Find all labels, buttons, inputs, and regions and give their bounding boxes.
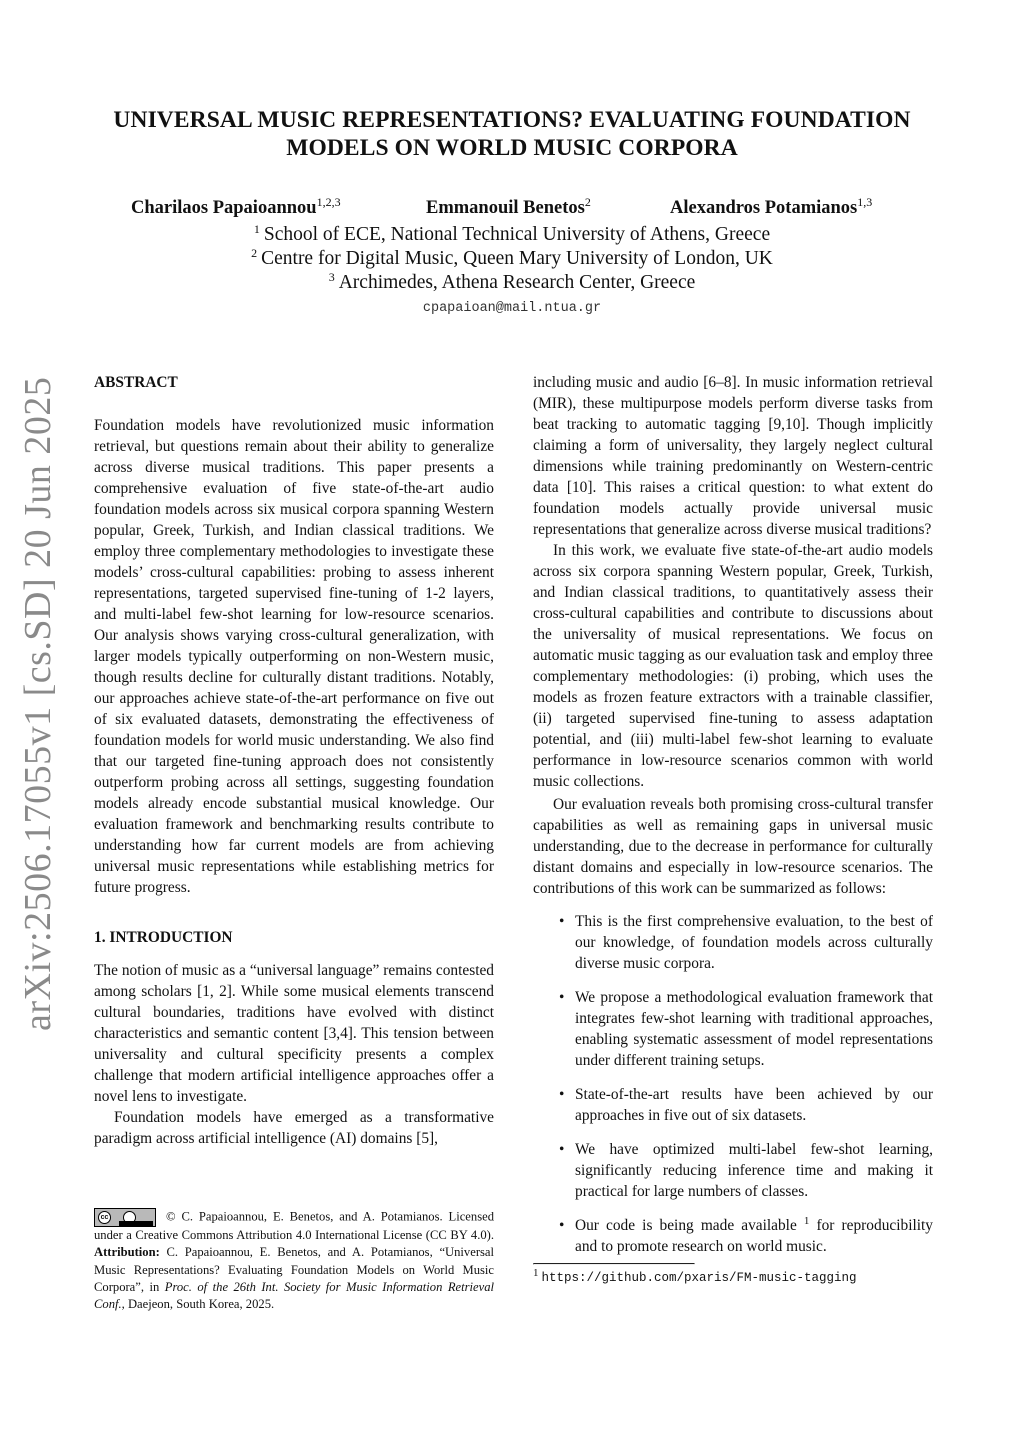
intro-paragraph: In this work, we evaluate five state-of-the-art audio models across six corpora spanning Western popular, Greek, Turkish, and Indian classical traditions, to quantitatively assess their cross-cultural capabilities and contribute to discussions about the universality of musical representations. We focus on automatic music tagging as our evaluation task and employ three complementary methodologies: (i) probing, which uses the models as frozen feature extractors with a trainable classifier, (ii) targeted supervised fine-tuning to assess adaptation potential, and (iii) multi-label few-shot learning to evaluate performance in low-resource scenarios common with world music collections.: [533, 542, 933, 790]
right-column: [533, 372, 933, 1286]
bullet-icon: •: [559, 1217, 565, 1234]
author-list: [0, 194, 1024, 224]
author-name: Emmanouil Benetos$^2$: [426, 194, 591, 218]
intro-paragraph: including music and audio [6–8]. In music information retrieval (MIR), these multipurpose models perform diverse tasks from beat tracking to automatic tagging [9,10]. Though implicitly claiming a form of universality, they largely neglect cultural dimensions while training predominantly on Western-centric data [10]. This raises a critical question: to what extent do foundation models actually provide universal music representations that generalize across diverse musical traditions?: [533, 374, 933, 538]
affiliation: $^3$ Archimedes, Athena Research Center, Greece: [328, 269, 696, 293]
bullet-icon: •: [559, 1141, 565, 1158]
license-notice: cc © C. Papaioannou, E. Benetos, and A. Potamianos. Licensed under a Creative Commons Attribution 4.0 International License (CC BY 4.0). Attribution: C. Papaioannou, E. Benetos, and A. Potamianos, “Universal Music Representations? Evaluating Foundation Models on World Music Corpora”, in Proc. of the 26th Int. Society for Music Information Retrieval Conf., Daejeon, South Korea, 2025.: [94, 1209, 494, 1312]
cc-by-license-icon[interactable]: cc: [94, 1208, 156, 1227]
footnote: $^1$ https://github.com/pxaris/FM-music-tagging: [533, 1267, 857, 1285]
list-item: • This is the first comprehensive evaluation, to the best of our knowledge, of foundation models across culturally diverse music corpora.: [559, 913, 933, 972]
list-item: • State-of-the-art results have been achieved by our approaches in five out of six datasets.: [559, 1086, 933, 1124]
list-item: • We propose a methodological evaluation framework that integrates few-shot learning with traditional approaches, enabling systematic assessment of model representations under different training setups.: [559, 989, 933, 1069]
author-name: Charilaos Papaioannou$^{1,2,3}$: [131, 194, 341, 218]
left-column: [94, 372, 494, 1149]
bullet-icon: •: [559, 989, 565, 1006]
affiliation: $^1$ School of ECE, National Technical University of Athens, Greece: [253, 221, 771, 245]
bullet-icon: •: [559, 913, 565, 930]
list-item: • Our code is being made available $^1$ for reproducibility and to promote research on world music.: [559, 1214, 933, 1255]
abstract-heading: ABSTRACT: [94, 374, 178, 391]
introduction-heading: 1. INTRODUCTION: [94, 929, 233, 946]
paper-title: UNIVERSAL MUSIC REPRESENTATIONS? EVALUATING FOUNDATION MODELS ON WORLD MUSIC CORPORA: [113, 107, 911, 161]
arxiv-identifier: arXiv:2506.17055v1 [cs.SD] 20 Jun 2025: [17, 376, 59, 1031]
footnote-divider: [533, 1263, 695, 1265]
intro-paragraph: Our evaluation reveals both promising cross-cultural transfer capabilities as well as remaining gaps in universal music understanding, due to the decrease in performance for culturally distant domains and especially in low-resource scenarios. The contributions of this work can be summarized as follows:: [533, 796, 933, 897]
bullet-icon: •: [559, 1086, 565, 1103]
contributions-list: [533, 911, 933, 1257]
affiliation: $^2$ Centre for Digital Music, Queen Mary University of London, UK: [251, 245, 773, 269]
intro-paragraph: The notion of music as a “universal language” remains contested among scholars [1, 2]. While some musical elements transcend cultural boundaries, traditions have evolved with distinct characteristics and semantic content [3,4]. This tension between universality and cultural specificity presents a complex challenge that modern artificial intelligence approaches offer a novel lens to investigate.: [94, 962, 494, 1105]
intro-paragraph: Foundation models have emerged as a transformative paradigm across artificial intelligence (AI) domains [5],: [94, 1109, 494, 1147]
abstract-text: Foundation models have revolutionized music information retrieval, but questions remain about their ability to generalize across diverse musical traditions. This paper presents a comprehensive evaluation of five state-of-the-art audio foundation models across six musical corpora spanning Western popular, Greek, Turkish, and Indian classical traditions. We employ three complementary methodologies to investigate these models’ cross-cultural capabilities: probing to assess inherent representations, targeted supervised fine-tuning of 1-2 layers, and multi-label few-shot learning for low-resource scenarios. Our analysis shows varying cross-cultural generalization, with larger models typically outperforming on non-Western music, though results decline for culturally distant traditions. Notably, our approaches achieve state-of-the-art performance on five out of six evaluated datasets, demonstrating the effectiveness of foundation models for world music understanding. We also find that our targeted fine-tuning approach does not consistently outperform probing across all settings, suggesting foundation models already encode substantial musical knowledge. Our evaluation framework and benchmarking results contribute to understanding how far current models are from achieving universal music representations while establishing metrics for future progress.: [94, 417, 494, 896]
footnote-link[interactable]: https://github.com/pxaris/FM-music-tagging: [541, 1271, 857, 1285]
footnote-marker[interactable]: 1: [803, 1214, 810, 1227]
author-name: Alexandros Potamianos$^{1,3}$: [670, 194, 873, 218]
contact-email[interactable]: cpapaioan@mail.ntua.gr: [422, 301, 602, 316]
list-item: • We have optimized multi-label few-shot learning, significantly reducing inference time and making it practical for large numbers of classes.: [559, 1141, 933, 1200]
